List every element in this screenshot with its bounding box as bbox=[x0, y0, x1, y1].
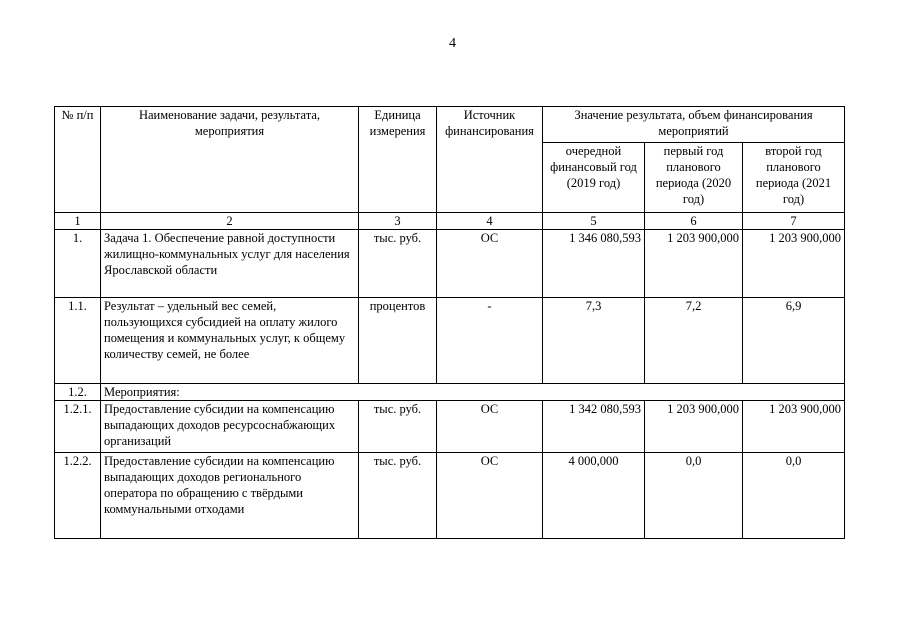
row-name: Предоставление субсидии на компенсацию выпадающих доходов регионального оператора по обращению с твёрдыми коммунальными отходами bbox=[101, 453, 359, 539]
row-value-2019: 1 342 080,593 bbox=[543, 401, 645, 453]
column-number: 7 bbox=[743, 213, 845, 230]
row-name: Мероприятия: bbox=[101, 384, 845, 401]
row-unit: тыс. руб. bbox=[359, 453, 437, 539]
row-source: ОС bbox=[437, 453, 543, 539]
row-number: 1.2.2. bbox=[55, 453, 101, 539]
column-number: 1 bbox=[55, 213, 101, 230]
header-value-group: Значение результата, объем финансирования мероприятий bbox=[543, 107, 845, 143]
page-number: 4 bbox=[449, 36, 456, 51]
row-value-2019: 7,3 bbox=[543, 298, 645, 384]
row-name: Задача 1. Обеспечение равной доступности жилищно-коммунальных услуг для населения Ярославской области bbox=[101, 230, 359, 298]
header-year1: очередной финансовый год (2019 год) bbox=[543, 143, 645, 213]
header-source: Источник финансирования bbox=[437, 107, 543, 213]
row-value-2021: 1 203 900,000 bbox=[743, 230, 845, 298]
row-number: 1. bbox=[55, 230, 101, 298]
column-number: 4 bbox=[437, 213, 543, 230]
table-row bbox=[55, 384, 845, 401]
column-number: 6 bbox=[645, 213, 743, 230]
row-source: ОС bbox=[437, 230, 543, 298]
table-row bbox=[55, 453, 845, 539]
row-value-2021: 0,0 bbox=[743, 453, 845, 539]
header-row-1 bbox=[55, 107, 845, 143]
header-year2: первый год планового периода (2020 год) bbox=[645, 143, 743, 213]
row-value-2020: 1 203 900,000 bbox=[645, 230, 743, 298]
financing-table bbox=[54, 106, 845, 539]
header-name: Наименование задачи, результата, мероприятия bbox=[101, 107, 359, 213]
table-row bbox=[55, 230, 845, 298]
row-name: Предоставление субсидии на компенсацию выпадающих доходов ресурсоснабжающих организаций bbox=[101, 401, 359, 453]
column-number: 5 bbox=[543, 213, 645, 230]
row-source: - bbox=[437, 298, 543, 384]
row-value-2021: 1 203 900,000 bbox=[743, 401, 845, 453]
row-number: 1.1. bbox=[55, 298, 101, 384]
header-num: № п/п bbox=[55, 107, 101, 213]
table-row bbox=[55, 298, 845, 384]
table-row bbox=[55, 401, 845, 453]
row-unit: тыс. руб. bbox=[359, 401, 437, 453]
row-value-2021: 6,9 bbox=[743, 298, 845, 384]
row-value-2020: 1 203 900,000 bbox=[645, 401, 743, 453]
row-value-2019: 1 346 080,593 bbox=[543, 230, 645, 298]
row-number: 1.2. bbox=[55, 384, 101, 401]
column-number: 3 bbox=[359, 213, 437, 230]
header-unit: Единица измерения bbox=[359, 107, 437, 213]
row-unit: тыс. руб. bbox=[359, 230, 437, 298]
column-number-row bbox=[55, 213, 845, 230]
row-value-2020: 7,2 bbox=[645, 298, 743, 384]
row-unit: процентов bbox=[359, 298, 437, 384]
header-year3: второй год планового периода (2021 год) bbox=[743, 143, 845, 213]
row-number: 1.2.1. bbox=[55, 401, 101, 453]
row-name: Результат – удельный вес семей, пользующихся субсидией на оплату жилого помещения и коммунальных услуг, к общему количеству семей, не более bbox=[101, 298, 359, 384]
column-number: 2 bbox=[101, 213, 359, 230]
row-source: ОС bbox=[437, 401, 543, 453]
row-value-2019: 4 000,000 bbox=[543, 453, 645, 539]
row-value-2020: 0,0 bbox=[645, 453, 743, 539]
